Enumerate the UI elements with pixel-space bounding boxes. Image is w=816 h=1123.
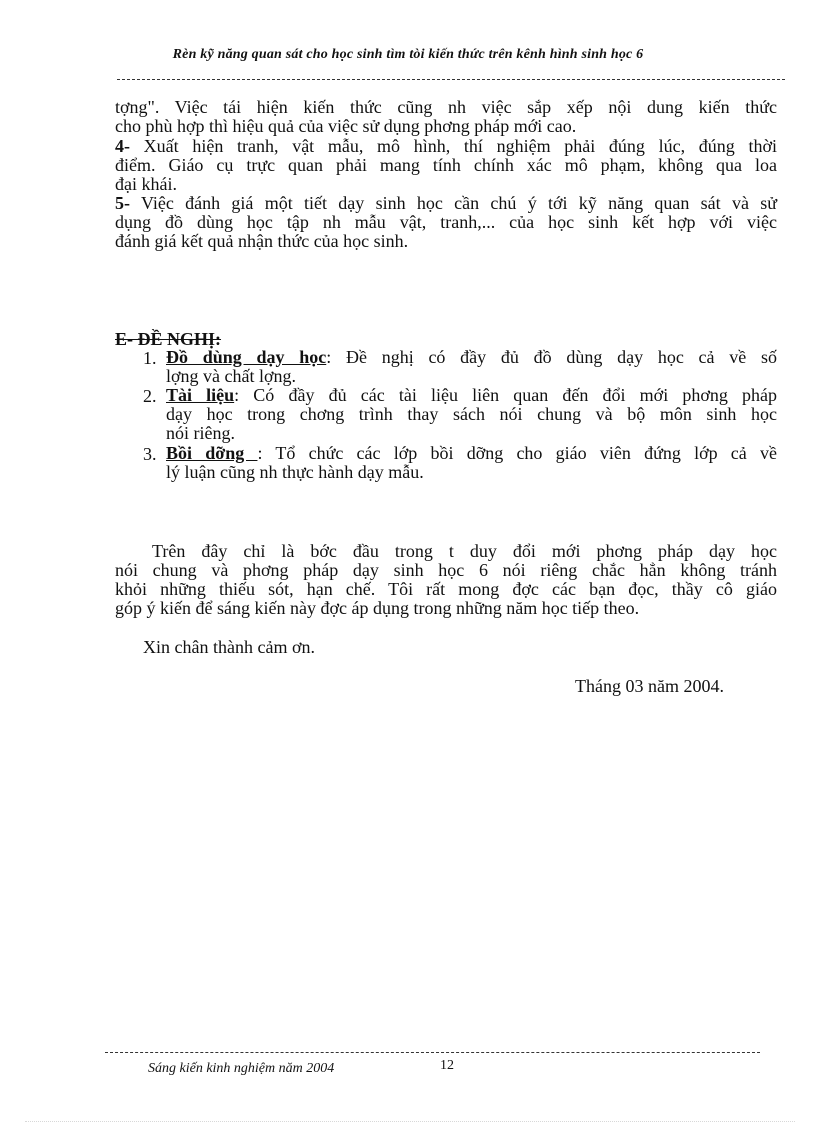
list-item-text: : Tổ chức các lớp bồi dỡng cho giáo viên đứng lớp cả về [257,443,778,463]
list-item-term: Đồ dùng dạy học [166,347,327,367]
list-item-line: lợng và chất lợng. [166,366,297,386]
conclusion-line: Trên đây chỉ là bớc đầu trong t duy đổi mới phơng pháp dạy học [152,541,777,561]
list-item-line: lý luận cũng nh thực hành dạy mẫu. [166,462,424,482]
list-item-line [166,444,777,463]
list-item-text: : Đề nghị có đầy đủ đồ dùng dạy học cả về số [326,347,777,367]
point-5-line: đánh giá kết quả nhận thức của học sinh. [115,231,409,251]
list-number: 2. [143,386,157,406]
paragraph-line: tợng". Việc tái hiện kiến thức cũng nh việc sắp xếp nội dung kiến thức [115,97,777,117]
point-5-line [115,194,777,213]
point-4-line: đại khái. [115,174,177,194]
conclusion-line: nói chung và phơng pháp dạy sinh học 6 nói riêng chắc hẳn không tránh [115,560,777,580]
conclusion-line: góp ý kiến để sáng kiến này đợc áp dụng trong những năm học tiếp theo. [115,598,640,618]
list-item-line: dạy học trong chơng trình thay sách nói chung và bộ môn sinh học [166,404,777,424]
page-header: Rèn kỹ năng quan sát cho học sinh tìm tòi kiến thức trên kênh hình sinh học 6 [172,47,644,62]
point-number: 5- [115,193,130,213]
page-number: 12 [440,1058,454,1073]
conclusion-line: khỏi những thiếu sót, hạn chế. Tôi rất mong đợc các bạn đọc, thầy cô giáo [115,579,777,599]
point-text: Việc đánh giá một tiết dạy sinh học cần chú ý tới kỹ năng quan sát và sử [130,193,777,213]
list-item-term: Bồi dỡng [166,443,258,463]
thanks-line: Xin chân thành cảm ơn. [143,637,315,657]
header-divider [117,79,785,80]
point-text: Xuất hiện tranh, vật mẫu, mô hình, thí nghiệm phải đúng lúc, đúng thời [130,136,777,156]
point-number: 4- [115,136,130,156]
paragraph-line: cho phù hợp thì hiệu quả của việc sử dụng phơng pháp mới cao. [115,116,577,136]
list-item-line [166,348,777,367]
point-5-line: dụng đồ dùng học tập nh mẫu vật, tranh,... của học sinh kết hợp với việc [115,212,777,232]
footer-divider [105,1052,760,1053]
list-number: 3. [143,444,157,464]
point-4-line [115,137,777,156]
list-item-term: Tài liệu [166,385,235,405]
list-item-text: : Có đầy đủ các tài liệu liên quan đến đổi mới phơng pháp [234,385,777,405]
list-number: 1. [143,348,157,368]
section-heading: E- ĐỀ NGHỊ: [115,329,222,349]
page-edge [25,1121,795,1122]
point-4-line: điểm. Giáo cụ trực quan phải mang tính chính xác mô phạm, không qua loa [115,155,777,175]
footer-title: Sáng kiến kinh nghiệm năm 2004 [148,1061,335,1076]
list-item-line: nói riêng. [166,423,235,443]
date-line: Tháng 03 năm 2004. [575,676,724,696]
list-item-line [166,386,777,405]
